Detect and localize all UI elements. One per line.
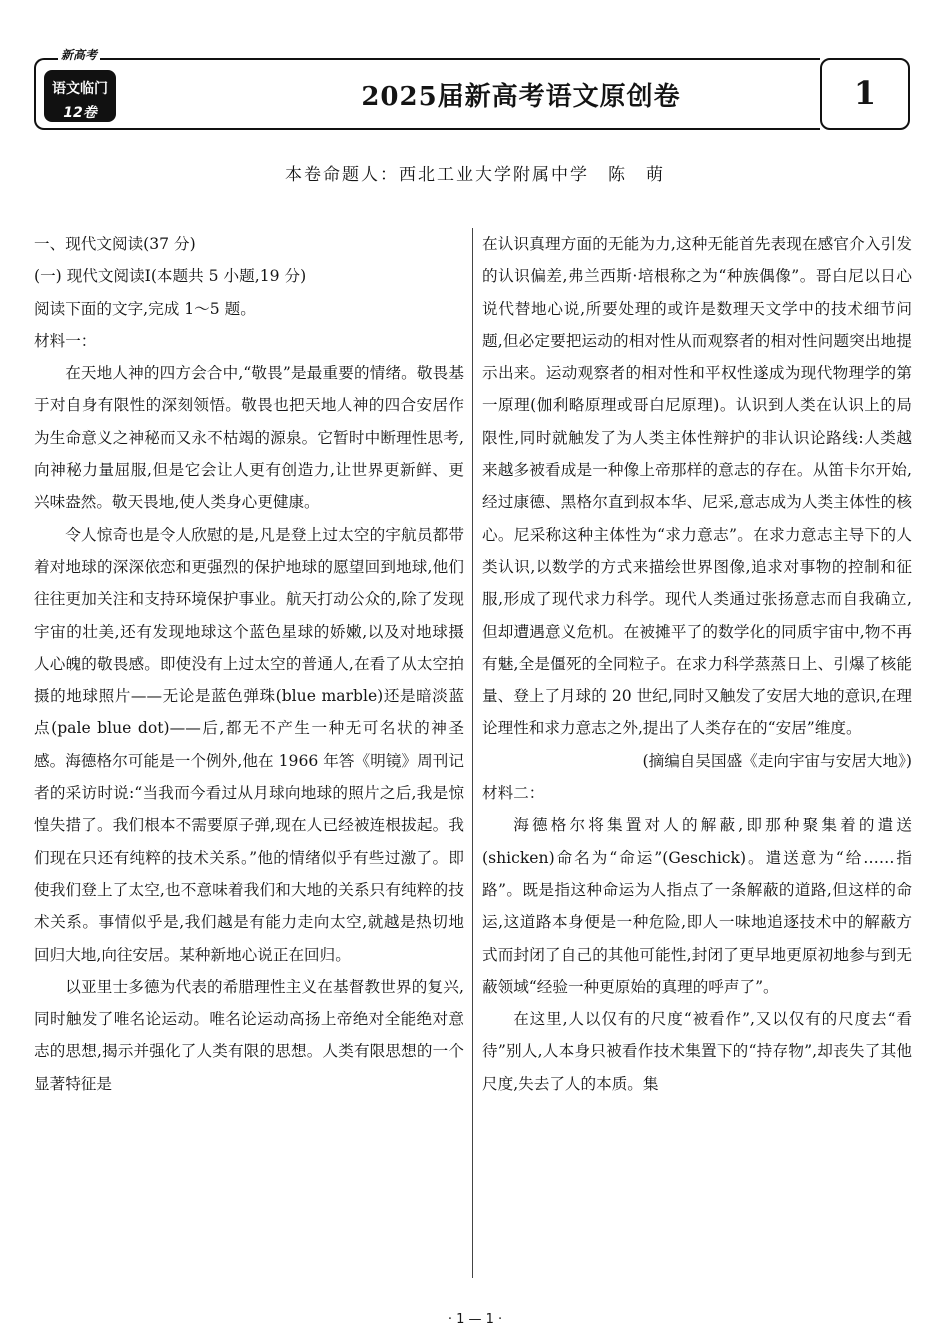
- source-citation: (摘编自吴国盛《走向宇宙与安居大地》): [642, 751, 912, 770]
- section-heading: 一、现代文阅读(37 分): [34, 235, 196, 253]
- paragraph: 在认识真理方面的无能为力,这种无能首先表现在感官介入引发的认识偏差,弗兰西斯·培根称之为“种族偶像”。哥白尼以日心说代替地心说,所要处理的或许是数理天文学中的技术细节问题,但必定要把运动的相对性从而观察者的相对性问题突出地提示出来。运动观察者的相对性和平权性遂成为现代物理学的第一原理(伽利略原理或哥白尼原理)。认识到人类在认识上的局限性,同时就触发了为人类主体性辩护的非认识论路线:人类越来越多被看成是一种像上帝那样的意志的存在。从笛卡尔开始,经过康德、黑格尔直到叔本华、尼采,意志成为人类主体性的核心。尼采称这种主体性为“求力意志”。在求力意志主导下的人类认识,以数学的方式来描绘世界图像,追求对事物的控制和征服,形成了现代求力科学。现代人类通过张扬意志而自我确立,但却遭遇意义危机。在被摊平了的数学化的同质宇宙中,物不再有魅,全是僵死的全同粒子。在求力科学蒸蒸日上、引爆了核能量、登上了月球的 20 世纪,同时又触发了安居大地的意识,在理论理性和求力意志之外,提出了人类存在的“安居”维度。: [482, 235, 912, 738]
- logo-badge: [44, 70, 116, 122]
- logo-line1: 语文临门: [52, 81, 108, 97]
- page-number: · 1 — 1 ·: [447, 1312, 503, 1327]
- right-column: [482, 228, 912, 1100]
- page-title: 2025届新高考语文原创卷: [361, 82, 681, 112]
- paragraph: 令人惊奇也是令人欣慰的是,凡是登上过太空的宇航员都带着对地球的深深依恋和更强烈的保护地球的愿望回到地球,他们往往更加关注和支持环境保护事业。航天打动公众的,除了发现宇宙的壮美,还有发现地球这个蓝色星球的娇嫩,以及对地球摄人心魄的敬畏感。即使没有上过太空的普通人,在看了从太空拍摄的地球照片——无论是蓝色弹珠(blue marble)还是暗淡蓝点(pale blue dot)——后,都无不产生一种无可名状的神圣感。海德格尔可能是一个例外,他在 1966 年答《明镜》周刊记者的采访时说:“当我而今看过从月球向地球的照片之后,我是惊惶失措了。我们根本不需要原子弹,现在人已经被连根拔起。我们现在只还有纯粹的技术关系。”他的情绪似乎有些过激了。即使我们登上了太空,也不意味着我们和大地的关系只有纯粹的技术关系。事情似乎是,我们越是有能力走向太空,就越是热切地回归大地,向往安居。某种新地心说正在回归。: [34, 525, 464, 964]
- material-label: 材料二：: [482, 784, 545, 803]
- logo-line2: 12卷: [63, 105, 97, 121]
- subsection-heading: (一) 现代文阅读Ⅰ(本题共 5 小题,19 分): [34, 267, 307, 286]
- header: [34, 48, 910, 132]
- paragraph: 以亚里士多德为代表的希腊理性主义在基督教世界的复兴,同时触发了唯名论运动。唯名论运动高扬上帝绝对全能绝对意志的思想,揭示并强化了人类有限的思想。人类有限思想的一个显著特征是: [34, 977, 464, 1093]
- paragraph: 在这里,人以仅有的尺度“被看作”,又以仅有的尺度去“看待”别人,人本身只被看作技术集置下的“持存物”,却丧失了其他尺度,失去了人的本质。集: [482, 1010, 912, 1093]
- left-column: [34, 228, 464, 1100]
- instruction: 阅读下面的文字,完成 1～5 题。: [34, 299, 256, 318]
- logo-top-text: 新高考: [58, 46, 100, 63]
- column-divider: [472, 228, 473, 1278]
- author-line: 本卷命题人：西北工业大学附属中学 陈 萌: [285, 165, 665, 185]
- paragraph: 在天地人神的四方会合中,“敬畏”是最重要的情绪。敬畏基于对自身有限性的深刻领悟。敬畏也把天地人神的四合安居作为生命意义之神秘而又永不枯竭的源泉。它暂时中断理性思考,向神秘力量屈服,但是它会让人更有创造力,让世界更新鲜、更兴味盎然。敬天畏地,使人类身心更健康。: [34, 364, 464, 512]
- material-label: 材料一：: [34, 331, 97, 350]
- paragraph: 海德格尔将集置对人的解蔽,即那种聚集着的遣送(shicken)命名为“命运”(Geschick)。遣送意为“给……指路”。既是指这种命运为人指点了一条解蔽的道路,但这样的命运,这道路本身便是一种危险,即人一味地追逐技术中的解蔽方式而封闭了自己的其他可能性,封闭了更早地更原初地参与到无蔽领域“经验一种更原始的真理的呼声了”。: [482, 816, 912, 996]
- logo: [34, 48, 130, 132]
- paper-number: 1: [820, 58, 910, 130]
